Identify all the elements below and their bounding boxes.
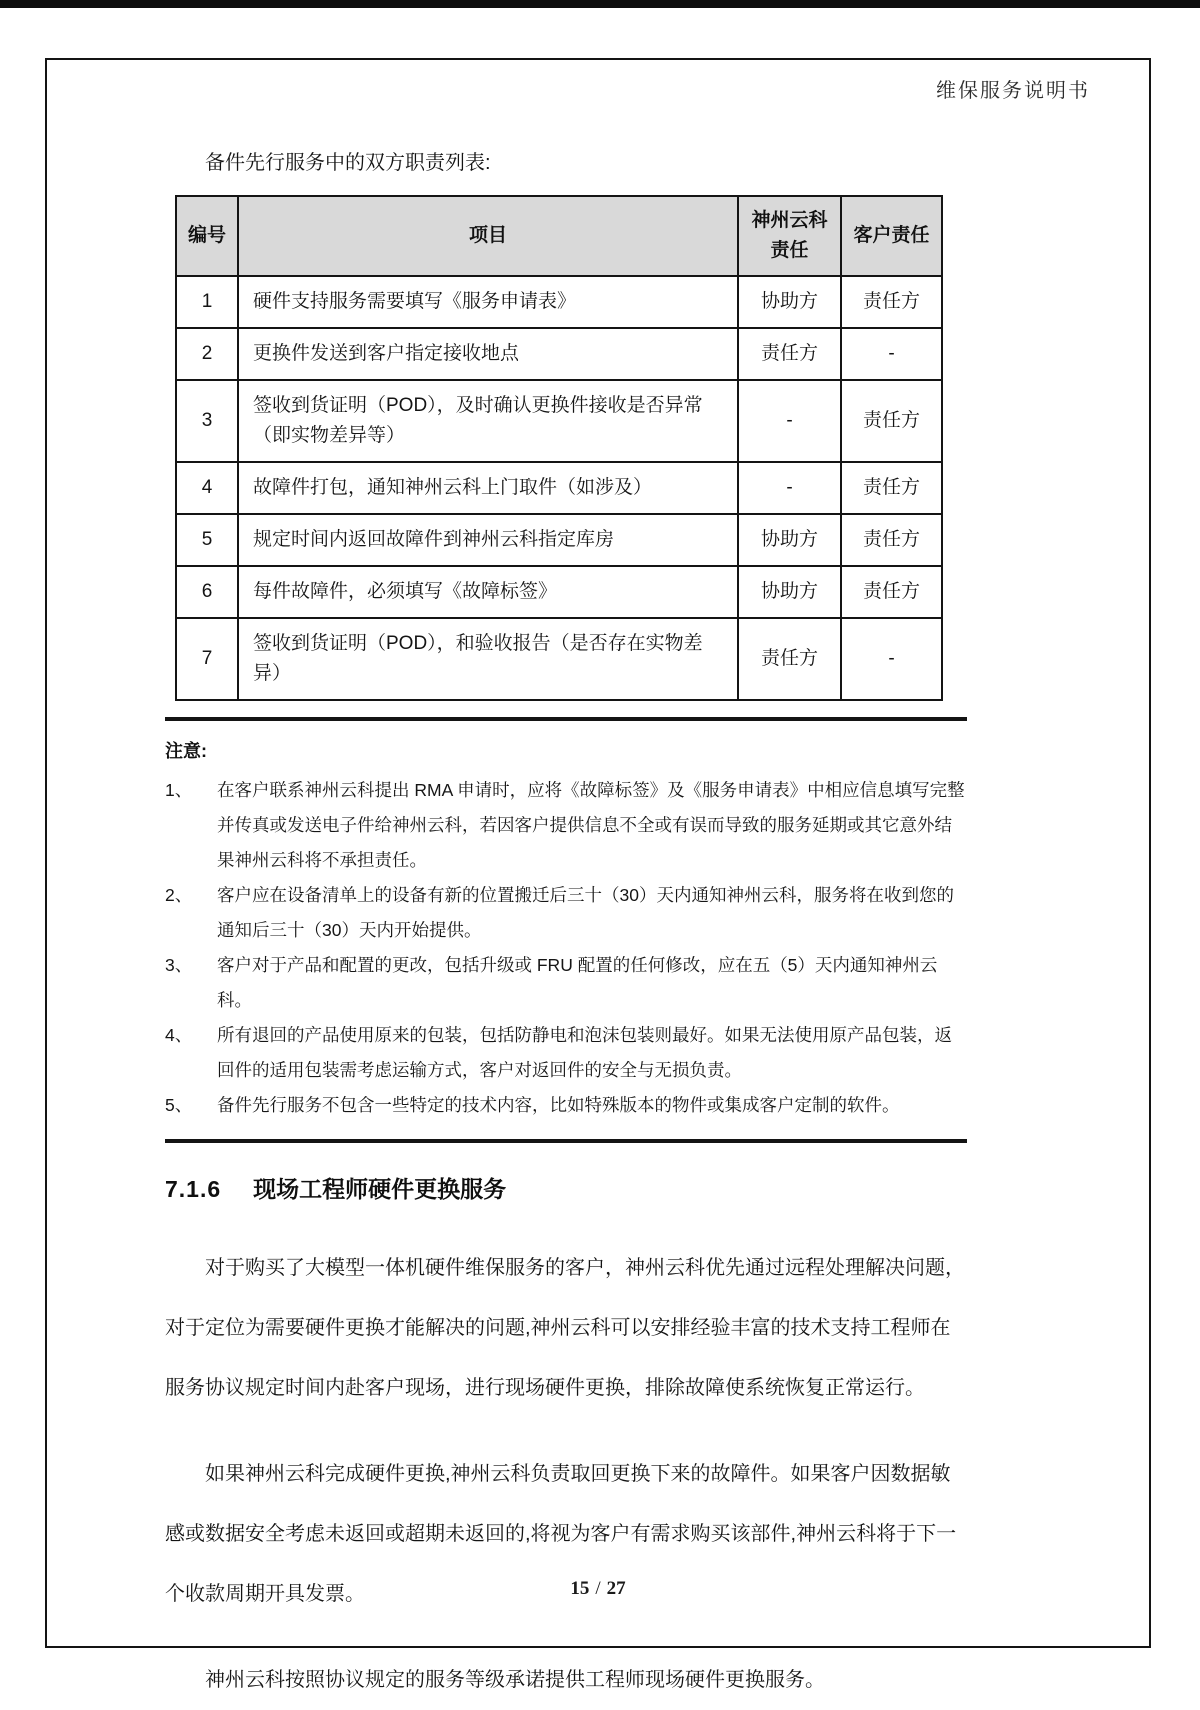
page-current: 15 xyxy=(570,1578,590,1599)
divider-rule-top xyxy=(165,717,967,721)
page-content xyxy=(165,146,967,1710)
table-row xyxy=(176,566,942,618)
row-customer: 责任方 xyxy=(841,462,942,514)
row-vendor: 协助方 xyxy=(738,276,841,328)
row-no: 2 xyxy=(176,328,238,380)
row-customer: - xyxy=(841,328,942,380)
row-item: 更换件发送到客户指定接收地点 xyxy=(238,328,738,380)
table-row xyxy=(176,328,942,380)
note-number: 1、 xyxy=(165,780,193,800)
row-customer: 责任方 xyxy=(841,566,942,618)
row-vendor: 责任方 xyxy=(738,328,841,380)
note-text: 备件先行服务不包含一些特定的技术内容，比如特殊版本的物件或集成客户定制的软件。 xyxy=(217,1095,900,1115)
note-text: 所有退回的产品使用原来的包装，包括防静电和泡沫包装则最好。如果无法使用原产品包装，返回件的适用包装需考虑运输方式，客户对返回件的安全与无损负责。 xyxy=(217,1025,952,1080)
document-header-title: 维保服务说明书 xyxy=(936,80,1090,102)
note-number: 4、 xyxy=(165,1025,193,1045)
note-item xyxy=(165,948,967,1018)
scan-top-strip xyxy=(0,0,1200,8)
row-vendor: 协助方 xyxy=(738,566,841,618)
row-item: 签收到货证明（POD），及时确认更换件接收是否异常（即实物差异等） xyxy=(238,380,738,462)
row-vendor: - xyxy=(738,380,841,462)
row-vendor: 协助方 xyxy=(738,514,841,566)
col-header-item: 项目 xyxy=(238,196,738,276)
row-no: 5 xyxy=(176,514,238,566)
row-vendor: - xyxy=(738,462,841,514)
page-total: 27 xyxy=(606,1578,626,1599)
row-no: 3 xyxy=(176,380,238,462)
note-text: 在客户联系神州云科提出 RMA 申请时，应将《故障标签》及《服务申请表》中相应信息填写完整并传真或发送电子件给神州云科，若因客户提供信息不全或有误而导致的服务延期或其它意外结果神州云科将不承担责任。 xyxy=(217,780,965,870)
note-item xyxy=(165,1088,967,1123)
section-heading xyxy=(165,1171,967,1204)
row-item: 故障件打包，通知神州云科上门取件（如涉及） xyxy=(238,462,738,514)
note-number: 3、 xyxy=(165,955,193,975)
row-no: 6 xyxy=(176,566,238,618)
note-item xyxy=(165,1018,967,1088)
section-title: 现场工程师硬件更换服务 xyxy=(253,1176,507,1202)
body-paragraph: 如果神州云科完成硬件更换,神州云科负责取回更换下来的故障件。如果客户因数据敏感或数据安全考虑未返回或超期未返回的,将视为客户有需求购买该部件,神州云科将于下一个收款周期开具发票。 xyxy=(165,1463,957,1605)
col-header-vendor: 神州云科 责任 xyxy=(738,196,841,276)
note-number: 2、 xyxy=(165,885,193,905)
note-text: 客户应在设备清单上的设备有新的位置搬迁后三十（30）天内通知神州云科，服务将在收到您的通知后三十（30）天内开始提供。 xyxy=(217,885,954,940)
section-number: 7.1.6 xyxy=(165,1176,222,1202)
page-separator: / xyxy=(595,1578,601,1599)
note-number: 5、 xyxy=(165,1095,193,1115)
row-no: 7 xyxy=(176,618,238,700)
table-row xyxy=(176,276,942,328)
table-header-row xyxy=(176,196,942,276)
row-item: 硬件支持服务需要填写《服务申请表》 xyxy=(238,276,738,328)
body-paragraph: 神州云科按照协议规定的服务等级承诺提供工程师现场硬件更换服务。 xyxy=(205,1669,825,1691)
row-item: 签收到货证明（POD），和验收报告（是否存在实物差异） xyxy=(238,618,738,700)
responsibility-table xyxy=(175,195,943,701)
note-item xyxy=(165,773,967,878)
table-row xyxy=(176,514,942,566)
table-intro-text: 备件先行服务中的双方职责列表: xyxy=(205,152,491,174)
table-row xyxy=(176,618,942,700)
body-paragraph: 对于购买了大模型一体机硬件维保服务的客户，神州云科优先通过远程处理解决问题，对于定位为需要硬件更换才能解决的问题,神州云科可以安排经验丰富的技术支持工程师在服务协议规定时间内赴客户现场，进行现场硬件更换，排除故障使系统恢复正常运行。 xyxy=(165,1257,965,1399)
row-customer: - xyxy=(841,618,942,700)
notes-title: 注意: xyxy=(165,741,207,761)
divider-rule-bottom xyxy=(165,1139,967,1143)
note-item xyxy=(165,878,967,948)
row-vendor: 责任方 xyxy=(738,618,841,700)
note-text: 客户对于产品和配置的更改，包括升级或 FRU 配置的任何修改，应在五（5）天内通知神州云科。 xyxy=(217,955,938,1010)
row-customer: 责任方 xyxy=(841,276,942,328)
row-customer: 责任方 xyxy=(841,380,942,462)
row-item: 规定时间内返回故障件到神州云科指定库房 xyxy=(238,514,738,566)
row-no: 4 xyxy=(176,462,238,514)
row-no: 1 xyxy=(176,276,238,328)
table-row xyxy=(176,380,942,462)
row-item: 每件故障件，必须填写《故障标签》 xyxy=(238,566,738,618)
table-row xyxy=(176,462,942,514)
col-header-customer: 客户责任 xyxy=(841,196,942,276)
col-header-no: 编号 xyxy=(176,196,238,276)
page-number xyxy=(45,1578,1151,1600)
row-customer: 责任方 xyxy=(841,514,942,566)
